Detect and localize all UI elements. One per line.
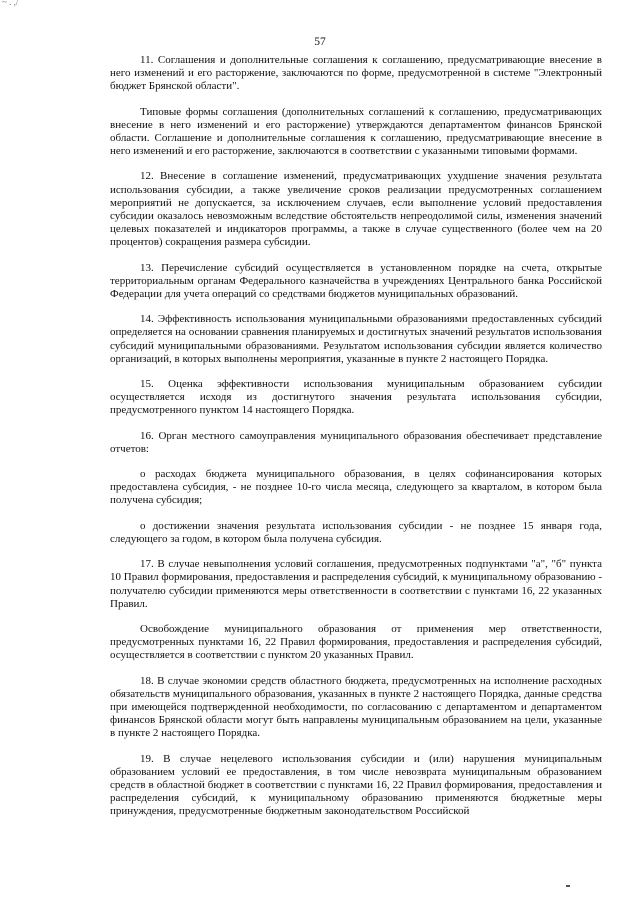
paragraph-16-result-report: о достижении значения результата использования субсидии - не позднее 15 января года, следующего за годом, в котором была получена субсидия. (110, 519, 602, 545)
scan-speck (566, 885, 570, 887)
paragraph-13: 13. Перечисление субсидий осуществляется в установленном порядке на счета, открытые территориальным органам Федерального казначейства в учреждениях Центрального банка Российской Федерации для учета операций со средствами бюджетов муниципальных образований. (110, 261, 602, 301)
paragraph-17-exemption: Освобождение муниципального образования от применения мер ответственности, предусмотренных пунктами 16, 22 Правил формирования, предоставления и распределения субсидий, осуществляется в соответствии с пунктом 20 указанных Правил. (110, 622, 602, 662)
page-number: 57 (314, 36, 326, 48)
paragraph-11-typical-forms: Типовые формы соглашения (дополнительных соглашений к соглашению, предусматривающих внесение в него изменений и его расторжение) утверждаются департаментом финансов Брянской области. Соглашение и дополнительные соглашения к соглашению, предусматривающие внесение в него изменений и его расторжение, заключаются в соответствии с указанными типовыми формами. (110, 105, 602, 158)
paragraph-16: 16. Орган местного самоуправления муниципального образования обеспечивает представление отчетов: (110, 429, 602, 455)
scan-corner-mark: ~ . ,/ (2, 0, 19, 7)
paragraph-12: 12. Внесение в соглашение изменений, предусматривающих ухудшение значения результата использования субсидии, а также увеличение сроков реализации предусмотренных соглашением мероприятий не допускается, за исключением случаев, если выполнение условий предоставления субсидии оказалось невозможным вследствие обстоятельств непреодолимой силы, изменения значений целевых показателей и индикаторов программы, а также в случае существенного (более чем на 20 процентов) сокращения размера субсидии. (110, 170, 602, 249)
paragraph-19: 19. В случае нецелевого использования субсидии и (или) нарушения муниципальным образованием условий ее предоставления, в том числе невозврата муниципальным образованием средств в областной бюджет в соответствии с пунктами 16, 22 Правил формирования, предоставления и распределения субсидий, к муниципальному образованию применяются бюджетные меры принуждения, предусмотренные бюджетным законодательством Российской (110, 752, 602, 818)
paragraph-17: 17. В случае невыполнения условий соглашения, предусмотренных подпунктами "а", "б" пункта 10 Правил формирования, предоставления и распределения субсидий, к муниципальному образованию - получателю субсидии применяются меры ответственности в соответствии с пунктами 16, 22 указанных Правил. (110, 558, 602, 610)
paragraph-16-expenses-report: о расходах бюджета муниципального образования, в целях софинансирования которых предоставлена субсидия, - не позднее 10-го числа месяца, следующего за кварталом, в котором была получена субсидия; (110, 468, 602, 507)
paragraph-14: 14. Эффективность использования муниципальными образованиями предоставленных субсидий определяется на основании сравнения планируемых и достигнутых значений результатов использования субсидий муниципальными образованиями. Результатом использования субсидии является количество организаций, в которых выполнены мероприятия, указанные в пункте 2 настоящего Порядка. (110, 313, 602, 365)
paragraph-11: 11. Соглашения и дополнительные соглашения к соглашению, предусматривающие внесение в него изменений и его расторжение, заключаются по форме, предусмотренной в системе "Электронный бюджет Брянской области". (110, 54, 602, 93)
paragraph-18: 18. В случае экономии средств областного бюджета, предусмотренных на исполнение расходных обязательств муниципального образования, указанных в пункте 2 настоящего Порядка, данные средства при имеющейся подтвержденной необходимости, по согласованию с департаментом и департаментом финансов Брянской области могут быть направлены муниципальным образованием на цели, указанные в пункте 2 настоящего Порядка. (110, 674, 602, 740)
paragraph-15: 15. Оценка эффективности использования муниципальным образованием субсидии осуществляется исходя из достигнутого значения результата использования субсидии, предусмотренного пунктом 14 настоящего Порядка. (110, 378, 602, 417)
document-body (110, 54, 602, 831)
